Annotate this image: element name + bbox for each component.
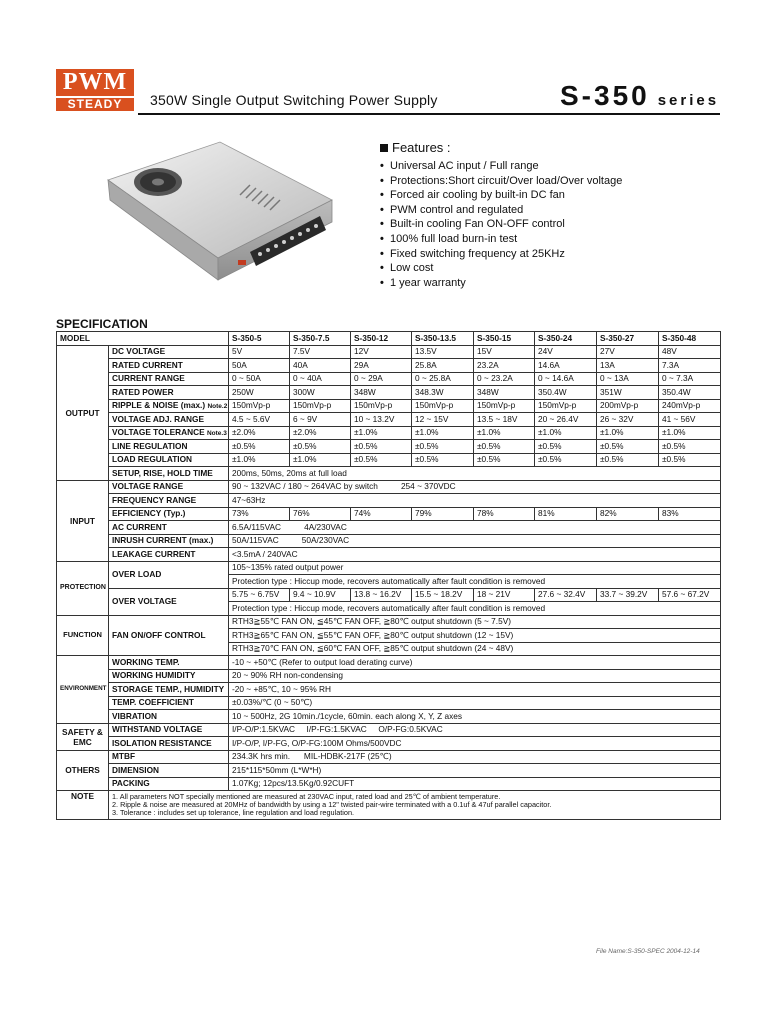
row-label: STORAGE TEMP., HUMIDITY bbox=[109, 683, 229, 697]
table-cell: 6 ~ 9V bbox=[290, 413, 351, 427]
table-cell: 82% bbox=[597, 507, 659, 521]
table-cell: 0 ~ 14.6A bbox=[535, 372, 597, 386]
table-cell: 348W bbox=[351, 386, 412, 400]
group-output: OUTPUT bbox=[57, 345, 109, 480]
features-heading bbox=[380, 140, 622, 155]
table-cell: ±0.5% bbox=[474, 453, 535, 467]
row-label: LEAKAGE CURRENT bbox=[109, 548, 229, 562]
bullet-icon: • bbox=[380, 174, 384, 187]
file-name-footer: File Name:S-350-SPEC 2004-12-14 bbox=[596, 948, 700, 955]
table-cell: 15.5 ~ 18.2V bbox=[412, 588, 474, 602]
row-label: LOAD REGULATION bbox=[109, 453, 229, 467]
table-cell: 5.75 ~ 6.75V bbox=[229, 588, 290, 602]
table-cell: 0 ~ 25.8A bbox=[412, 372, 474, 386]
table-cell: 240mVp-p bbox=[659, 399, 721, 413]
note-line: 1. All parameters NOT specially mentioned are measured at 230VAC input, rated load and 25℃ of ambient temperature. bbox=[112, 792, 501, 801]
logo-bottom: STEADY bbox=[56, 96, 134, 111]
row-label: VOLTAGE ADJ. RANGE bbox=[109, 413, 229, 427]
table-cell: -10 ~ +50℃ (Refer to output load derating curve) bbox=[229, 656, 721, 670]
row-label: RATED POWER bbox=[109, 386, 229, 400]
feature-text: Protections:Short circuit/Over load/Over voltage bbox=[390, 174, 623, 187]
table-cell: 29A bbox=[351, 359, 412, 373]
table-row bbox=[57, 521, 721, 535]
row-label: DIMENSION bbox=[109, 764, 229, 778]
bullet-icon: • bbox=[380, 203, 384, 216]
row-label: WORKING TEMP. bbox=[109, 656, 229, 670]
table-cell: 348.3W bbox=[412, 386, 474, 400]
specification-heading: SPECIFICATION bbox=[56, 317, 148, 331]
table-cell: ±1.0% bbox=[535, 426, 597, 440]
table-row bbox=[57, 710, 721, 724]
feature-text: Built-in cooling Fan ON-OFF control bbox=[390, 218, 565, 231]
group-safety bbox=[57, 723, 109, 750]
table-row bbox=[57, 372, 721, 386]
table-cell: 90 ~ 132VAC / 180 ~ 264VAC by switch 254 ~ 370VDC bbox=[229, 480, 721, 494]
table-cell: ±0.5% bbox=[659, 440, 721, 454]
row-label: VIBRATION bbox=[109, 710, 229, 724]
table-cell: 350.4W bbox=[535, 386, 597, 400]
row-label bbox=[109, 399, 229, 413]
table-cell: ±1.0% bbox=[659, 426, 721, 440]
model-cell: S-350-15 bbox=[474, 332, 535, 346]
table-cell: 83% bbox=[659, 507, 721, 521]
table-row bbox=[57, 480, 721, 494]
table-row bbox=[57, 791, 721, 820]
table-cell: 6.5A/115VAC 4A/230VAC bbox=[229, 521, 721, 535]
note-line: 2. Ripple & noise are measured at 20MHz of bandwidth by using a 12" twisted pair-wire terminated with a 0.1uf & 47uf parallel capacitor. bbox=[112, 800, 552, 809]
bullet-icon: • bbox=[380, 232, 384, 245]
model-cell: S-350-12 bbox=[351, 332, 412, 346]
table-row bbox=[57, 399, 721, 413]
table-cell: ±0.5% bbox=[659, 453, 721, 467]
table-cell: ±1.0% bbox=[597, 426, 659, 440]
series-model: S-350 bbox=[560, 80, 650, 111]
bullet-icon: • bbox=[380, 262, 384, 275]
table-cell: 26 ~ 32V bbox=[597, 413, 659, 427]
table-row bbox=[57, 561, 721, 575]
table-cell: 41 ~ 56V bbox=[659, 413, 721, 427]
table-row bbox=[57, 764, 721, 778]
table-row bbox=[57, 345, 721, 359]
table-cell: 150mVp-p bbox=[535, 399, 597, 413]
table-cell: -20 ~ +85℃, 10 ~ 95% RH bbox=[229, 683, 721, 697]
table-row bbox=[57, 494, 721, 508]
feature-text: PWM control and regulated bbox=[390, 203, 524, 216]
table-cell: ±0.5% bbox=[597, 440, 659, 454]
row-label: OVER LOAD bbox=[109, 561, 229, 588]
table-cell: ±0.5% bbox=[229, 440, 290, 454]
brand-logo bbox=[56, 69, 134, 111]
feature-text: Universal AC input / Full range bbox=[390, 160, 539, 172]
row-label: EFFICIENCY (Typ.) bbox=[109, 507, 229, 521]
table-cell: 105~135% rated output power bbox=[229, 561, 721, 575]
table-row bbox=[57, 696, 721, 710]
model-cell: S-350-48 bbox=[659, 332, 721, 346]
list-item bbox=[380, 217, 622, 232]
table-cell: 13A bbox=[597, 359, 659, 373]
row-label: TEMP. COEFFICIENT bbox=[109, 696, 229, 710]
feature-text: 100% full load burn-in test bbox=[390, 232, 518, 245]
table-cell: 47~63Hz bbox=[229, 494, 721, 508]
table-row bbox=[57, 507, 721, 521]
model-cell: S-350-24 bbox=[535, 332, 597, 346]
table-row bbox=[57, 359, 721, 373]
table-cell: Protection type : Hiccup mode, recovers automatically after fault condition is removed bbox=[229, 602, 721, 616]
square-bullet-icon bbox=[380, 144, 388, 152]
table-cell: <3.5mA / 240VAC bbox=[229, 548, 721, 562]
table-cell: ±1.0% bbox=[229, 453, 290, 467]
table-row bbox=[57, 332, 721, 346]
table-cell: 10 ~ 500Hz, 2G 10min./1cycle, 60min. each along X, Y, Z axes bbox=[229, 710, 721, 724]
note-ref: Note.2 bbox=[207, 402, 228, 410]
table-cell: ±1.0% bbox=[412, 426, 474, 440]
table-cell: ±1.0% bbox=[290, 453, 351, 467]
table-cell: I/P-O/P, I/P-FG, O/P-FG:100M Ohms/500VDC bbox=[229, 737, 721, 751]
table-cell: 20 ~ 26.4V bbox=[535, 413, 597, 427]
table-cell: 150mVp-p bbox=[412, 399, 474, 413]
table-cell: 81% bbox=[535, 507, 597, 521]
row-label: WORKING HUMIDITY bbox=[109, 669, 229, 683]
table-cell: ±2.0% bbox=[229, 426, 290, 440]
list-item bbox=[380, 159, 622, 174]
row-label: AC CURRENT bbox=[109, 521, 229, 535]
table-cell: 351W bbox=[597, 386, 659, 400]
table-cell: 20 ~ 90% RH non-condensing bbox=[229, 669, 721, 683]
table-row bbox=[57, 683, 721, 697]
table-cell: 13.5 ~ 18V bbox=[474, 413, 535, 427]
table-cell: 74% bbox=[351, 507, 412, 521]
row-label: LINE REGULATION bbox=[109, 440, 229, 454]
table-cell: 14.6A bbox=[535, 359, 597, 373]
model-label: MODEL bbox=[57, 332, 229, 346]
table-cell: 150mVp-p bbox=[290, 399, 351, 413]
group-others: OTHERS bbox=[57, 750, 109, 791]
row-label: RATED CURRENT bbox=[109, 359, 229, 373]
table-cell: ±0.5% bbox=[535, 440, 597, 454]
table-cell: ±1.0% bbox=[474, 426, 535, 440]
group-safety-line1: SAFETY & bbox=[62, 726, 103, 737]
table-cell: Protection type : Hiccup mode, recovers automatically after fault condition is removed bbox=[229, 575, 721, 589]
table-row bbox=[57, 548, 721, 562]
table-cell: RTH3≧70℃ FAN ON, ≦60℃ FAN OFF, ≧85℃ output shutdown (24 ~ 48V) bbox=[229, 642, 721, 656]
table-cell: 250W bbox=[229, 386, 290, 400]
group-safety-line2: EMC bbox=[73, 736, 92, 747]
group-environment: ENVIRONMENT bbox=[57, 656, 109, 724]
row-label bbox=[109, 426, 229, 440]
table-cell: ±0.5% bbox=[351, 453, 412, 467]
row-label: FREQUENCY RANGE bbox=[109, 494, 229, 508]
table-row bbox=[57, 534, 721, 548]
table-cell: 24V bbox=[535, 345, 597, 359]
table-row bbox=[57, 440, 721, 454]
table-cell: 1.07Kg; 12pcs/13.5Kg/0.92CUFT bbox=[229, 777, 721, 791]
table-row bbox=[57, 426, 721, 440]
row-label: DC VOLTAGE bbox=[109, 345, 229, 359]
table-cell: 13.8 ~ 16.2V bbox=[351, 588, 412, 602]
table-cell: 0 ~ 13A bbox=[597, 372, 659, 386]
list-item bbox=[380, 232, 622, 247]
table-row bbox=[57, 669, 721, 683]
table-cell: 9.4 ~ 10.9V bbox=[290, 588, 351, 602]
row-label: MTBF bbox=[109, 750, 229, 764]
table-cell: ±0.5% bbox=[474, 440, 535, 454]
row-label-text: VOLTAGE TOLERANCE bbox=[112, 426, 205, 437]
table-cell: 15V bbox=[474, 345, 535, 359]
list-item bbox=[380, 203, 622, 218]
note-line: 3. Tolerance : includes set up tolerance, line regulation and load regulation. bbox=[112, 808, 355, 817]
table-cell: 150mVp-p bbox=[229, 399, 290, 413]
table-cell: 27V bbox=[597, 345, 659, 359]
feature-text: Fixed switching frequency at 25KHz bbox=[390, 247, 565, 260]
model-cell: S-350-13.5 bbox=[412, 332, 474, 346]
table-cell: ±0.5% bbox=[290, 440, 351, 454]
table-row bbox=[57, 737, 721, 751]
table-cell: 13.5V bbox=[412, 345, 474, 359]
features-heading-text: Features : bbox=[392, 140, 451, 155]
table-cell: ±0.5% bbox=[351, 440, 412, 454]
table-cell: 48V bbox=[659, 345, 721, 359]
bullet-icon: • bbox=[380, 276, 384, 289]
document-title: 350W Single Output Switching Power Supply bbox=[150, 92, 438, 108]
model-cell: S-350-27 bbox=[597, 332, 659, 346]
table-cell: 215*115*50mm (L*W*H) bbox=[229, 764, 721, 778]
table-cell: 73% bbox=[229, 507, 290, 521]
note-ref: Note.3 bbox=[206, 429, 227, 437]
table-cell: 23.2A bbox=[474, 359, 535, 373]
table-cell: 0 ~ 29A bbox=[351, 372, 412, 386]
table-cell: 79% bbox=[412, 507, 474, 521]
table-row bbox=[57, 413, 721, 427]
bullet-icon: • bbox=[380, 218, 384, 231]
table-cell: 27.6 ~ 32.4V bbox=[535, 588, 597, 602]
table-cell: 0 ~ 50A bbox=[229, 372, 290, 386]
row-label: INRUSH CURRENT (max.) bbox=[109, 534, 229, 548]
table-row bbox=[57, 386, 721, 400]
table-cell: 18 ~ 21V bbox=[474, 588, 535, 602]
table-cell: 10 ~ 13.2V bbox=[351, 413, 412, 427]
model-cell: S-350-5 bbox=[229, 332, 290, 346]
table-cell: 0 ~ 40A bbox=[290, 372, 351, 386]
table-cell: 7.3A bbox=[659, 359, 721, 373]
table-cell: 40A bbox=[290, 359, 351, 373]
features-list bbox=[380, 159, 622, 290]
table-cell: 200ms, 50ms, 20ms at full load bbox=[229, 467, 721, 481]
group-function: FUNCTION bbox=[57, 615, 109, 656]
table-cell: 150mVp-p bbox=[351, 399, 412, 413]
table-cell: ±0.5% bbox=[412, 453, 474, 467]
features-panel bbox=[380, 140, 622, 290]
table-cell: 50A bbox=[229, 359, 290, 373]
table-row bbox=[57, 453, 721, 467]
row-label: CURRENT RANGE bbox=[109, 372, 229, 386]
product-image bbox=[100, 140, 350, 300]
row-label: WITHSTAND VOLTAGE bbox=[109, 723, 229, 737]
table-cell: RTH3≧65℃ FAN ON, ≦55℃ FAN OFF, ≧80℃ output shutdown (12 ~ 15V) bbox=[229, 629, 721, 643]
row-label: VOLTAGE RANGE bbox=[109, 480, 229, 494]
table-row bbox=[57, 588, 721, 602]
table-cell: RTH3≧55℃ FAN ON, ≦45℃ FAN OFF, ≧80℃ output shutdown (5 ~ 7.5V) bbox=[229, 615, 721, 629]
logo-top: PWM bbox=[56, 69, 134, 96]
table-cell: ±2.0% bbox=[290, 426, 351, 440]
table-cell: 4.5 ~ 5.6V bbox=[229, 413, 290, 427]
row-label: ISOLATION RESISTANCE bbox=[109, 737, 229, 751]
table-cell: ±0.03%/℃ (0 ~ 50℃) bbox=[229, 696, 721, 710]
table-cell: ±0.5% bbox=[597, 453, 659, 467]
table-cell: 350.4W bbox=[659, 386, 721, 400]
notes-cell bbox=[109, 791, 721, 820]
table-cell: 7.5V bbox=[290, 345, 351, 359]
model-cell: S-350-7.5 bbox=[290, 332, 351, 346]
table-cell: 57.6 ~ 67.2V bbox=[659, 588, 721, 602]
series-word: series bbox=[657, 92, 720, 109]
feature-text: Forced air cooling by built-in DC fan bbox=[390, 189, 565, 202]
table-cell: 234.3K hrs min. MIL-HDBK-217F (25℃) bbox=[229, 750, 721, 764]
table-row bbox=[57, 777, 721, 791]
row-label: FAN ON/OFF CONTROL bbox=[109, 615, 229, 656]
table-cell: 78% bbox=[474, 507, 535, 521]
table-row bbox=[57, 750, 721, 764]
table-cell: 348W bbox=[474, 386, 535, 400]
table-cell: 25.8A bbox=[412, 359, 474, 373]
group-note: NOTE bbox=[57, 791, 109, 820]
row-label-text: RIPPLE & NOISE (max.) bbox=[112, 399, 206, 410]
table-cell: 12 ~ 15V bbox=[412, 413, 474, 427]
feature-text: 1 year warranty bbox=[390, 276, 466, 289]
table-row bbox=[57, 723, 721, 737]
table-cell: 33.7 ~ 39.2V bbox=[597, 588, 659, 602]
table-cell: ±0.5% bbox=[535, 453, 597, 467]
group-protection: PROTECTION bbox=[57, 561, 109, 615]
table-cell: I/P-O/P:1.5KVAC I/P-FG:1.5KVAC O/P-FG:0.5KVAC bbox=[229, 723, 721, 737]
bullet-icon: • bbox=[380, 189, 384, 202]
row-label: PACKING bbox=[109, 777, 229, 791]
table-cell: ±0.5% bbox=[412, 440, 474, 454]
bullet-icon: • bbox=[380, 247, 384, 260]
bullet-icon: • bbox=[380, 160, 384, 172]
table-cell: 5V bbox=[229, 345, 290, 359]
table-row bbox=[57, 656, 721, 670]
table-cell: 0 ~ 23.2A bbox=[474, 372, 535, 386]
list-item bbox=[380, 174, 622, 189]
table-cell: 200mVp-p bbox=[597, 399, 659, 413]
table-cell: 12V bbox=[351, 345, 412, 359]
table-cell: 300W bbox=[290, 386, 351, 400]
series-title bbox=[560, 80, 719, 112]
table-row bbox=[57, 615, 721, 629]
row-label: OVER VOLTAGE bbox=[109, 588, 229, 615]
table-cell: 50A/115VAC 50A/230VAC bbox=[229, 534, 721, 548]
list-item bbox=[380, 276, 622, 291]
table-cell: 150mVp-p bbox=[474, 399, 535, 413]
row-label: SETUP, RISE, HOLD TIME bbox=[109, 467, 229, 481]
table-cell: ±1.0% bbox=[351, 426, 412, 440]
header-rule bbox=[138, 113, 720, 115]
feature-text: Low cost bbox=[390, 262, 434, 275]
specification-table bbox=[56, 331, 721, 820]
table-cell: 0 ~ 7.3A bbox=[659, 372, 721, 386]
table-row bbox=[57, 467, 721, 481]
group-input: INPUT bbox=[57, 480, 109, 561]
list-item bbox=[380, 188, 622, 203]
table-cell: 76% bbox=[290, 507, 351, 521]
list-item bbox=[380, 261, 622, 276]
list-item bbox=[380, 247, 622, 262]
